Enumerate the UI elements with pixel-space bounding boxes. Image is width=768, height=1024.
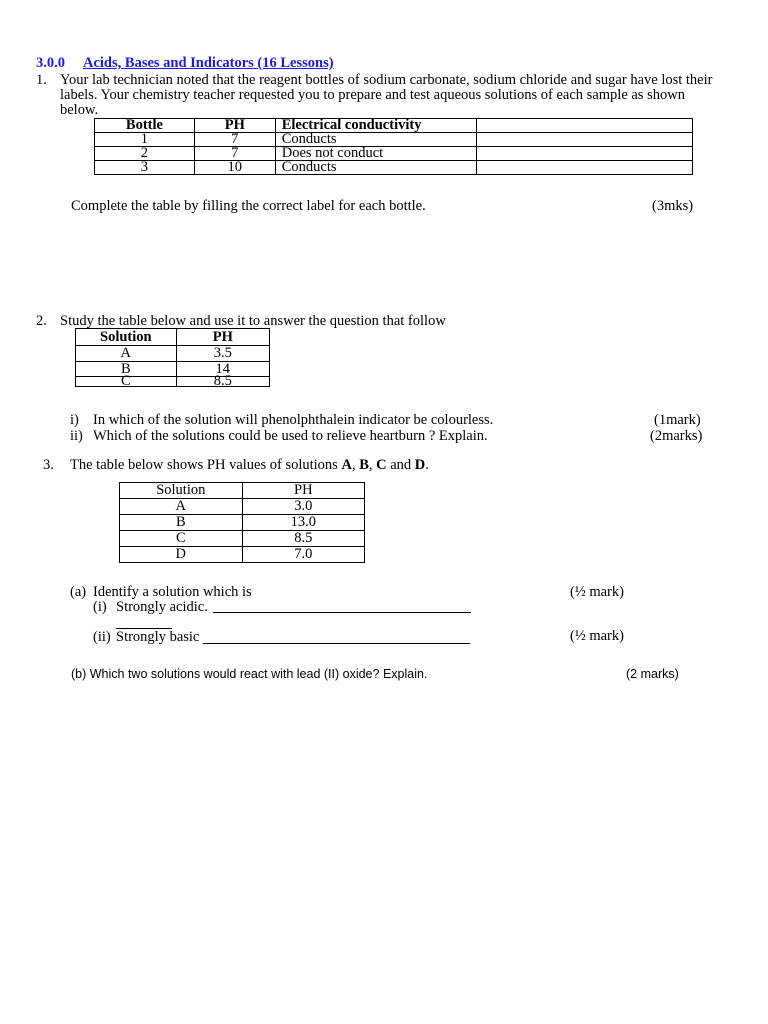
cell-conductivity: Conducts bbox=[275, 133, 477, 147]
table-row bbox=[76, 346, 270, 362]
q1-number: 1. bbox=[36, 72, 47, 88]
cell-ph: 13.0 bbox=[242, 515, 364, 531]
q2-number: 2. bbox=[36, 313, 47, 329]
cell-ph: 7 bbox=[194, 147, 275, 161]
q3-text: The table below shows PH values of solutions A, B, C and D. bbox=[70, 457, 429, 473]
table-row bbox=[95, 147, 693, 161]
table-row bbox=[76, 362, 270, 377]
q2-part-ii-label: ii) bbox=[70, 428, 83, 444]
cell-solution: C bbox=[120, 531, 243, 547]
q2-part-ii-text: Which of the solutions could be used to relieve heartburn ? Explain. bbox=[93, 428, 488, 444]
cell-ph: 8.5 bbox=[242, 531, 364, 547]
cell-ph: 8.5 bbox=[176, 377, 269, 387]
cell-solution: B bbox=[76, 362, 177, 377]
q1-instruction: Complete the table by filling the correct label for each bottle. bbox=[71, 198, 426, 214]
q3b-marks: (2 marks) bbox=[626, 667, 679, 681]
q3a-text: Identify a solution which is bbox=[93, 584, 252, 600]
q2-table bbox=[75, 328, 270, 387]
q1-marks: (3mks) bbox=[652, 198, 694, 214]
q3-number: 3. bbox=[43, 457, 54, 473]
q2-part-i-marks: (1mark) bbox=[654, 412, 701, 428]
q3-table bbox=[119, 482, 365, 563]
header-label-blank bbox=[477, 119, 693, 133]
cell-solution: B bbox=[120, 515, 243, 531]
table-row bbox=[120, 499, 365, 515]
cell-ph: 7 bbox=[194, 133, 275, 147]
header-bottle: Bottle bbox=[95, 119, 195, 133]
cell-ph: 7.0 bbox=[242, 547, 364, 563]
q1-line-1: Your lab technician noted that the reagent bottles of sodium carbonate, sodium chloride and sugar have lost their bbox=[60, 72, 713, 88]
cell-label-blank bbox=[477, 161, 693, 175]
cell-solution: A bbox=[120, 499, 243, 515]
cell-solution: A bbox=[76, 346, 177, 362]
answer-line-acidic[interactable] bbox=[213, 612, 471, 613]
cell-bottle: 2 bbox=[95, 147, 195, 161]
header-ph: PH bbox=[176, 329, 269, 346]
q3a-ii-text: Strongly basic bbox=[116, 629, 200, 645]
q2-part-ii-marks: (2marks) bbox=[650, 428, 703, 444]
header-solution: Solution bbox=[120, 483, 243, 499]
header-ph: PH bbox=[194, 119, 275, 133]
q3a-marks: (½ mark) bbox=[570, 584, 624, 600]
table-row bbox=[76, 377, 270, 387]
cell-ph: 3.0 bbox=[242, 499, 364, 515]
q2-part-i-label: i) bbox=[70, 412, 79, 428]
section-title: Acids, Bases and Indicators (16 Lessons) bbox=[83, 55, 334, 71]
table-row bbox=[95, 161, 693, 175]
section-number: 3.0.0 bbox=[36, 55, 65, 71]
cell-ph: 10 bbox=[194, 161, 275, 175]
q2-text: Study the table below and use it to answer the question that follow bbox=[60, 313, 446, 329]
cell-solution: C bbox=[76, 377, 177, 387]
cell-conductivity: Does not conduct bbox=[275, 147, 477, 161]
q1-line-3: below. bbox=[60, 102, 99, 118]
cell-bottle: 1 bbox=[95, 133, 195, 147]
q3a-ii-label: (ii) bbox=[93, 629, 111, 645]
table-header-row bbox=[120, 483, 365, 499]
cell-bottle: 3 bbox=[95, 161, 195, 175]
cell-ph: 14 bbox=[176, 362, 269, 377]
cell-label-blank bbox=[477, 133, 693, 147]
q3a-ii-marks: (½ mark) bbox=[570, 628, 624, 644]
table-header-row bbox=[95, 119, 693, 133]
table-row bbox=[120, 547, 365, 563]
table-row bbox=[120, 515, 365, 531]
q1-table bbox=[94, 118, 693, 175]
header-conductivity: Electrical conductivity bbox=[275, 119, 477, 133]
header-solution: Solution bbox=[76, 329, 177, 346]
q2-part-i-text: In which of the solution will phenolphthalein indicator be colourless. bbox=[93, 412, 494, 428]
header-ph: PH bbox=[242, 483, 364, 499]
table-row bbox=[95, 133, 693, 147]
table-row bbox=[120, 531, 365, 547]
cell-conductivity: Conducts bbox=[275, 161, 477, 175]
q3a-label: (a) bbox=[70, 584, 87, 600]
q1-line-2: labels. Your chemistry teacher requested you to prepare and test aqueous solutions of each sample as shown bbox=[60, 87, 685, 103]
cell-ph: 3.5 bbox=[176, 346, 269, 362]
q3a-i-text: Strongly acidic. bbox=[116, 599, 208, 615]
q3a-i-label: (i) bbox=[93, 599, 107, 615]
table-header-row bbox=[76, 329, 270, 346]
cell-solution: D bbox=[120, 547, 243, 563]
cell-label-blank bbox=[477, 147, 693, 161]
q3b-text: (b) Which two solutions would react with lead (II) oxide? Explain. bbox=[71, 667, 428, 681]
answer-line-basic[interactable] bbox=[203, 643, 470, 644]
